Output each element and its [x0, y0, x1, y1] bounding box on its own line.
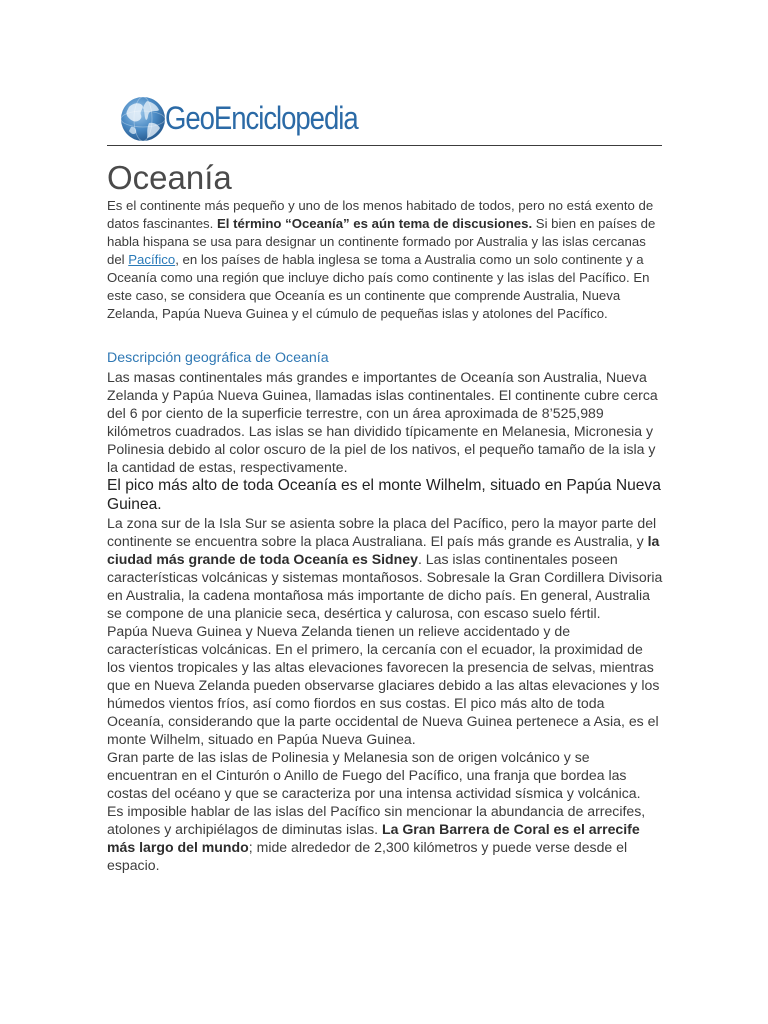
page-title: Oceanía — [107, 159, 232, 196]
logo-wordmark: GeoEnciclopedia — [165, 100, 358, 136]
site-logo[interactable] — [119, 90, 389, 146]
paragraph-relief: Papúa Nueva Guinea y Nueva Zelanda tienen un relieve accidentado y de características volcánicas. En el primero, la cercanía con el ecuador, la proximidad de los vientos tropicales y las altas elevaciones favorecen la presencia de selvas, mientras que en Nueva Zelanda pueden observarse glaciares debido a las altas elevaciones y los húmedos vientos fríos, así como fiordos en sus costas. El pico más alto de toda Oceanía, considerando que la parte occidental de Nueva Guinea pertenece a Asia, es el monte Wilhelm, situado en Papúa Nueva Guinea. — [107, 623, 660, 747]
paragraph-reefs — [107, 802, 663, 874]
reefs-text-2: ; mide alrededor de 2,300 kilómetros y puede verse desde el espacio. — [107, 839, 628, 873]
highlight-wilhelm: El pico más alto de toda Oceanía es el monte Wilhelm, situado en Papúa Nueva Guinea. — [107, 477, 661, 513]
reefs-bold: La Gran Barrera de Coral es el arrecife más largo del mundo — [107, 821, 640, 855]
plates-text-2: . Las islas continentales poseen características volcánicas y sistemas montañosos. Sobresale la Gran Cordillera Divisoria en Australia, la cadena montañosa más importante de dicho país. En general, Australia se compone de una planicie seca, desértica y calurosa, con escaso suelo fértil. — [107, 551, 663, 621]
plates-text-1: La zona sur de la Isla Sur se asienta sobre la placa del Pacífico, pero la mayor parte del continente se encuentra sobre la placa Australiana. El país más grande es Australia, y — [107, 515, 657, 549]
intro-text-1: Es el continente más pequeño y uno de los menos habitado de todos, pero no está exento de datos fascinantes. — [107, 198, 654, 231]
intro-bold: El término “Oceanía” es aún tema de discusiones. — [216, 216, 533, 231]
section-heading: Descripción geográfica de Oceanía — [107, 350, 329, 366]
pacifico-link[interactable]: Pacífico — [128, 252, 176, 267]
intro-text-3: , en los países de habla inglesa se toma a Australia como un solo continente y a Oceanía como una región que incluye dicho país como continente y las islas del Pacífico. En este caso, se considera que Oceanía es un continente que comprende Australia, Nueva Zelanda, Papúa Nueva Guinea y el cúmulo de pequeñas islas y atolones del Pacífico. — [107, 252, 650, 321]
paragraph-landmasses: Las masas continentales más grandes e importantes de Oceanía son Australia, Nueva Zelanda y Papúa Nueva Guinea, llamadas islas continentales. El continente cubre cerca del 6 por ciento de la superficie terrestre, con un área aproximada de 8’525,989 kilómetros cuadrados. Las islas se han dividido típicamente en Melanesia, Micronesia y Polinesia debido al color oscuro de la piel de los nativos, el pequeño tamaño de la isla y la cantidad de estas, respectivamente. — [107, 369, 658, 475]
intro-text-2: Si bien en países de habla hispana se usa para designar un continente formado por Australia y las islas cercanas del — [107, 216, 656, 267]
reefs-text-1: Es imposible hablar de las islas del Pacífico sin mencionar la abundancia de arrecifes, atolones y archipiélagos de diminutas islas. — [107, 803, 646, 837]
plates-bold: la ciudad más grande de toda Oceanía es Sidney — [107, 533, 660, 567]
intro-paragraph — [107, 197, 663, 323]
globe-icon — [119, 93, 167, 143]
paragraph-plates — [107, 514, 663, 622]
header-divider — [107, 145, 662, 146]
paragraph-volcanic: Gran parte de las islas de Polinesia y Melanesia son de origen volcánico y se encuentran en el Cinturón o Anillo de Fuego del Pacífico, una franja que bordea las costas del océano y que se caracteriza por una intensa actividad sísmica y volcánica. — [107, 749, 641, 801]
geography-section — [107, 349, 663, 874]
